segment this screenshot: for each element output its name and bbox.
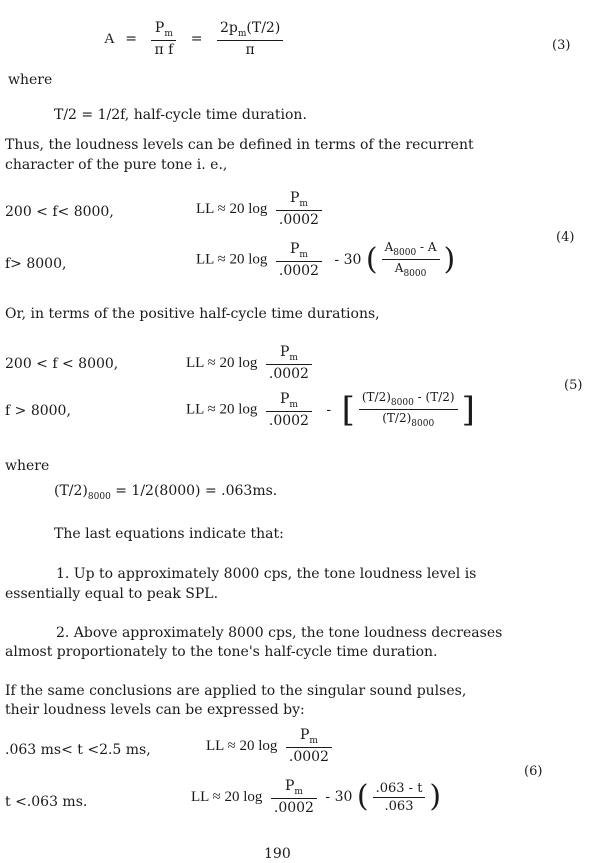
paragraph-line: Thus, the loudness levels can be defined in terms of the recurrent (5, 137, 474, 153)
equation-4-line2: LL ≈ 20 log $\frac{P_m}{.0002}$ - 30 ( $\frac{A_{8000} - A}{A_{8000}}$ ) (196, 240, 456, 279)
equation-number: (6) (524, 764, 543, 779)
equation-number: (3) (552, 38, 571, 53)
fraction: $\frac{P_m}{\text{π f}}$ (151, 20, 176, 58)
half-cycle-definition: T/2 = 1/2f, half-cycle time duration. (54, 107, 307, 123)
fraction: $\frac{2p_m(T/2)}{\pi}$ (217, 20, 283, 58)
equation-condition: f > 8000, (5, 403, 71, 419)
list-item: essentially equal to peak SPL. (5, 586, 219, 602)
equation-6-line1: LL ≈ 20 log $\frac{P_m}{.0002}$ (206, 727, 336, 765)
equation-condition: t <.063 ms. (5, 794, 88, 810)
equation-6-line2: LL ≈ 20 log $\frac{P_m}{.0002}$ - 30 ( $\frac{.063 - t}{.063}$ ) (191, 778, 442, 816)
paragraph-line: If the same conclusions are applied to the singular sound pulses, (5, 683, 467, 699)
paragraph-line: their loudness levels can be expressed by: (5, 702, 305, 718)
equation-condition: .063 ms< t <2.5 ms, (5, 742, 151, 758)
equation-condition: f> 8000, (5, 256, 67, 272)
equation-5-line1: LL ≈ 20 log $\frac{P_m}{.0002}$ (186, 344, 316, 382)
equation-number: (4) (556, 230, 575, 245)
paragraph-line: The last equations indicate that: (54, 526, 284, 542)
equation-condition: 200 < f< 8000, (5, 204, 114, 220)
paragraph-line: Or, in terms of the positive half-cycle time durations, (5, 306, 380, 322)
equation-5-line2: LL ≈ 20 log $\frac{P_m}{.0002}$ - [ $\frac{(T/2)_{8000} - (T/2)}{(T/2)_{8000}}$ ] (186, 389, 475, 430)
list-item: 1. Up to approximately 8000 cps, the tone loudness level is (56, 566, 477, 582)
list-item: almost proportionately to the tone's half-cycle time duration. (5, 644, 438, 660)
equation-3: A = $\frac{P_m}{\text{π f}}$ = $\frac{2p_m(T/2)}{\pi}$ (104, 20, 287, 58)
list-item: 2. Above approximately 8000 cps, the tone loudness decreases (56, 625, 503, 641)
page-number: 190 (264, 846, 291, 862)
equation-condition: 200 < f < 8000, (5, 356, 119, 372)
paragraph-line: character of the pure tone i. e., (5, 157, 228, 173)
equation-number: (5) (564, 378, 583, 393)
where-label: where (5, 458, 50, 474)
equation-4-line1: LL ≈ 20 log $\frac{P_m}{.0002}$ (196, 190, 326, 228)
where-label: where (8, 72, 53, 88)
t-8000-definition: $(T/2)_{8000} = 1/2(8000) = .063ms$. (54, 483, 278, 502)
